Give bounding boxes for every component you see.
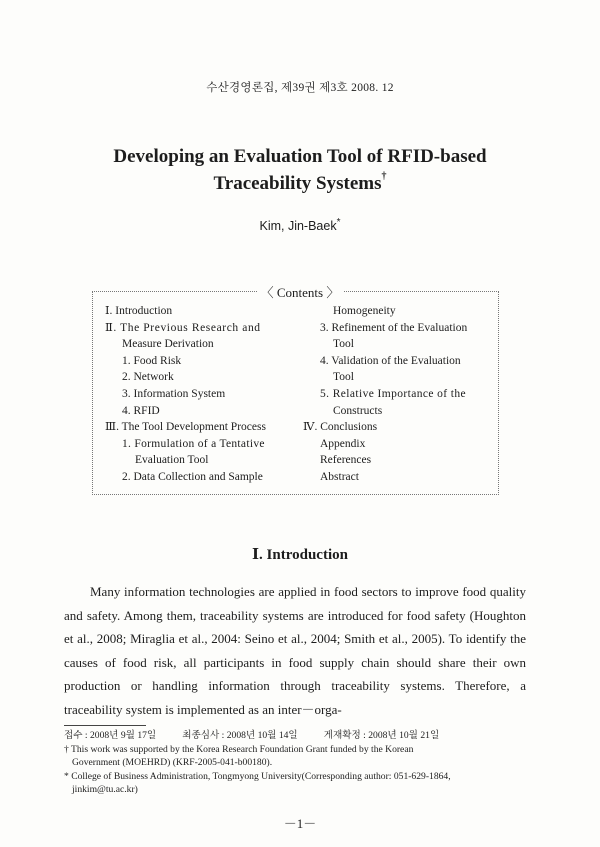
toc-entry: Tool xyxy=(333,371,354,384)
toc-entry: 2. Data Collection and Sample xyxy=(122,470,263,483)
footnote-rule xyxy=(64,725,146,726)
contents-label-text: 〈 Contents 〉 xyxy=(257,285,344,300)
toc-entry: 1. Food Risk xyxy=(122,354,182,367)
page-number: －1－ xyxy=(283,816,317,831)
toc-entry: Tool xyxy=(333,338,354,351)
toc-entry: 4. Validation of the Evaluation xyxy=(320,354,461,367)
toc-entry: Measure Derivation xyxy=(122,338,214,351)
funding-note-cont: Government (MOEHRD) (KRF-2005-041-b00180). xyxy=(72,757,273,769)
journal-header: 수산경영론집, 제39권 제3호 2008. 12 xyxy=(206,82,394,94)
funding-note: † This work was supported by the Korea Research Foundation Grant funded by the Korean xyxy=(64,743,414,755)
paper-title-line2 xyxy=(0,173,600,195)
toc-entry: 3. Refinement of the Evaluation xyxy=(320,321,468,334)
paper-title-text: Traceability Systems xyxy=(213,173,382,194)
section-heading: Ⅰ. Introduction xyxy=(252,547,348,563)
toc-entry: Ⅰ. Introduction xyxy=(105,305,173,317)
affiliation-note-cont: jinkim@tu.ac.kr) xyxy=(72,784,138,796)
toc-left-column xyxy=(105,303,295,486)
toc-entry: 5. Relative Importance of the xyxy=(320,387,467,400)
toc-entry: Homogeneity xyxy=(333,305,396,317)
toc-entry: Ⅲ. The Tool Development Process xyxy=(105,421,266,434)
toc-entry: Ⅳ. Conclusions xyxy=(303,421,378,434)
toc-right-column xyxy=(303,303,493,486)
received-date: 접수 : 2008년 9월 17일 xyxy=(64,730,157,741)
toc-entry: 1. Formulation of a Tentative xyxy=(122,437,265,450)
toc-entry: 2. Network xyxy=(122,371,174,384)
toc-entry: 4. RFID xyxy=(122,404,160,417)
body-paragraph: Many information technologies are applied in food sectors to improve food quality and safety. Among them, traceability systems are introduced for food safety (Houghton et al., 2008; Miraglia et al., 2004: Seino et al., 2004; Smith et al., 2005). To identify the causes of food risk, all participants in food supply chain should share their own production or handling information through traceability systems. Therefore, a traceability system is implemented as an inter－orga- xyxy=(64,584,526,717)
toc-entry: Appendix xyxy=(320,437,366,450)
reviewed-date: 최종심사 : 2008년 10월 14일 xyxy=(182,730,298,741)
author xyxy=(0,219,600,233)
footnote-dates xyxy=(64,729,534,743)
title-dagger: † xyxy=(381,171,387,182)
toc-entry: References xyxy=(320,454,372,467)
author-mark: * xyxy=(336,217,341,228)
accepted-date: 게재확정 : 2008년 10월 21일 xyxy=(323,730,440,741)
footnotes xyxy=(64,729,534,797)
contents-label xyxy=(0,282,600,301)
toc-entry: Ⅱ. The Previous Research and xyxy=(105,321,261,334)
author-name: Kim, Jin-Baek xyxy=(259,219,337,233)
toc-entry: 3. Information System xyxy=(122,387,226,400)
toc-entry: Abstract xyxy=(320,470,359,483)
paper-title-line1: Developing an Evaluation Tool of RFID-based xyxy=(113,146,487,167)
toc-entry: Evaluation Tool xyxy=(135,454,209,467)
affiliation-note: * College of Business Administration, Tongmyong University(Corresponding author: 051-629-1864, xyxy=(64,770,451,782)
toc-entry: Constructs xyxy=(333,404,383,417)
